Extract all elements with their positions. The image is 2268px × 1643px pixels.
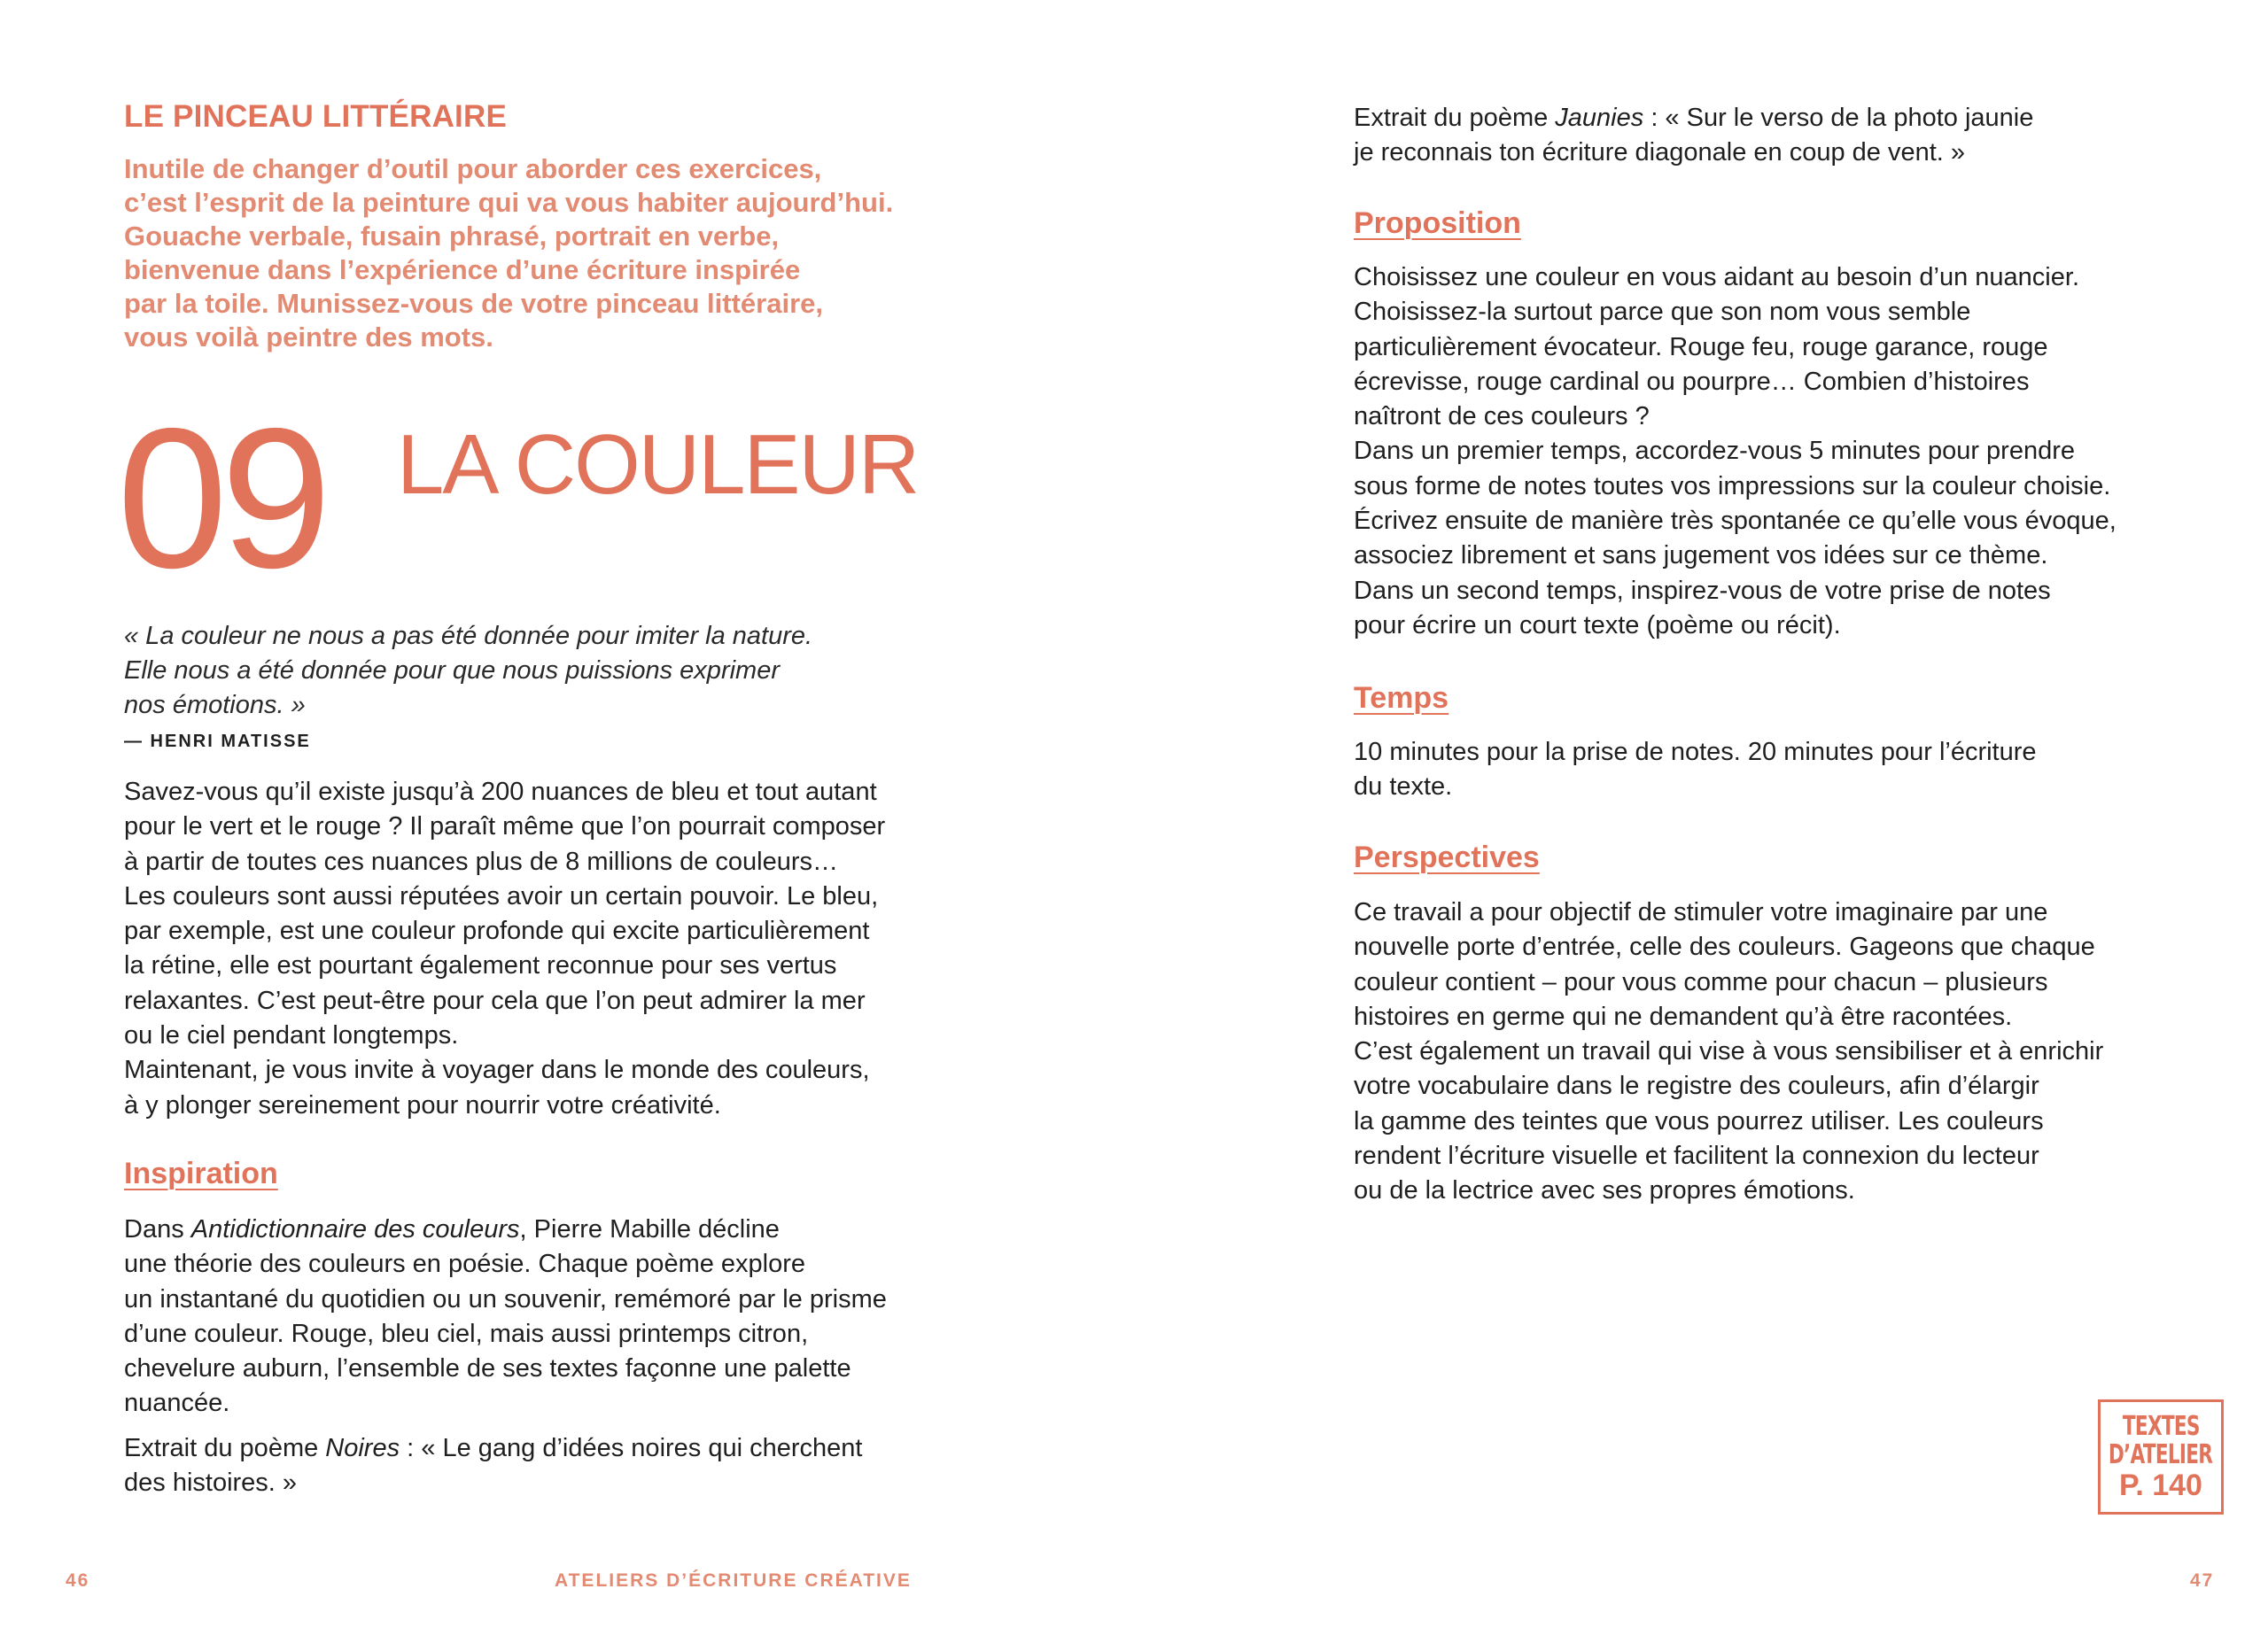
body-line: pour le vert et le rouge ? Il paraît même que l’on pourrait composer: [124, 812, 886, 841]
text-span: : « Le gang d’idées noires qui cherchent: [400, 1434, 863, 1462]
body-line: du texte.: [1354, 772, 1453, 802]
body-line: 10 minutes pour la prise de notes. 20 minutes pour l’écriture: [1354, 738, 2037, 766]
body-line: par exemple, est une couleur profonde qui excite particulièrement: [124, 917, 870, 946]
text-span: , Pierre Mabille décline: [519, 1215, 780, 1244]
body-line: Maintenant, je vous invite à voyager dans le monde des couleurs,: [124, 1056, 870, 1085]
body-line: Choisissez une couleur en vous aidant au besoin d’un nuancier.: [1354, 263, 2079, 291]
intro-line: Gouache verbale, fusain phrasé, portrait en verbe,: [124, 221, 780, 252]
proposition-heading: Proposition: [1354, 206, 1521, 240]
body-line: sous forme de notes toutes vos impressions sur la couleur choisie.: [1354, 471, 2111, 500]
intro-body-text: [124, 775, 885, 1123]
intro-line: par la toile. Munissez-vous de votre pinceau littéraire,: [124, 288, 824, 319]
text-span: Extrait du poème: [1354, 104, 1556, 132]
body-line: Savez-vous qu’il existe jusqu’à 200 nuances de bleu et tout autant: [124, 778, 877, 806]
noires-extract: [124, 1431, 862, 1501]
body-line: naîtront de ces couleurs ?: [1354, 402, 1650, 431]
text-span: Extrait du poème: [124, 1434, 326, 1462]
body-line: [124, 1213, 887, 1247]
body-line: particulièrement évocateur. Rouge feu, rouge garance, rouge: [1354, 332, 2048, 361]
intro-paragraph: [124, 152, 893, 354]
body-line: C’est également un travail qui vise à vous sensibiliser et à enrichir: [1354, 1037, 2104, 1066]
quote-line: « La couleur ne nous a pas été donnée pour imiter la nature.: [124, 622, 813, 650]
texts-reference-stamp: [2098, 1399, 2224, 1515]
quote-line: Elle nous a été donnée pour que nous puissions exprimer: [124, 656, 780, 685]
body-line: pour écrire un court texte (poème ou récit).: [1354, 610, 1841, 639]
temps-heading: Temps: [1354, 681, 1449, 715]
body-line: la rétine, elle est pourtant également reconnue pour ses vertus: [124, 951, 837, 980]
body-line: une théorie des couleurs en poésie. Chaque poème explore: [124, 1250, 806, 1279]
inspiration-text: [124, 1213, 887, 1422]
body-line: écrevisse, rouge cardinal ou pourpre… Combien d’histoires: [1354, 367, 2030, 396]
stamp-line: D’ATELIER: [2109, 1439, 2213, 1470]
body-line: Choisissez-la surtout parce que son nom vous semble: [1354, 298, 1971, 327]
intro-line: bienvenue dans l’expérience d’une écriture inspirée: [124, 254, 801, 285]
page-number-left: 46: [66, 1570, 90, 1591]
body-line: Ce travail a pour objectif de stimuler votre imaginaire par une: [1354, 898, 2048, 926]
body-line: Les couleurs sont aussi réputées avoir un certain pouvoir. Le bleu,: [124, 881, 879, 911]
text-span: : « Sur le verso de la photo jaunie: [1643, 104, 2034, 132]
section-kicker: LE PINCEAU LITTÉRAIRE: [124, 99, 507, 134]
body-line: [124, 1431, 862, 1466]
body-line: rendent l’écriture visuelle et facilitent la connexion du lecteur: [1354, 1142, 2039, 1171]
body-line: associez librement et sans jugement vos idées sur ce thème.: [1354, 541, 2048, 570]
body-line: la gamme des teintes que vous pourrez utiliser. Les couleurs: [1354, 1106, 2044, 1135]
body-line: nuancée.: [124, 1389, 230, 1418]
body-line: Dans un premier temps, accordez-vous 5 minutes pour prendre: [1354, 437, 2075, 466]
text-span: Dans: [124, 1215, 191, 1244]
poem-title: Jaunies: [1555, 104, 1644, 132]
intro-line: Inutile de changer d’outil pour aborder ces exercices,: [124, 153, 822, 184]
body-line: des histoires. »: [124, 1469, 298, 1498]
page-number-right: 47: [2190, 1570, 2215, 1591]
stamp-line: TEXTES: [2122, 1411, 2200, 1442]
body-line: un instantané du quotidien ou un souvenir, remémoré par le prisme: [124, 1284, 887, 1314]
running-title: ATELIERS D’ÉCRITURE CRÉATIVE: [555, 1570, 912, 1591]
body-line: je reconnais ton écriture diagonale en coup de vent. »: [1354, 138, 1966, 167]
body-line: Écrivez ensuite de manière très spontanée ce qu’elle vous évoque,: [1354, 507, 2117, 536]
body-line: d’une couleur. Rouge, bleu ciel, mais aussi printemps citron,: [124, 1319, 809, 1348]
epigraph-quote: [124, 619, 812, 723]
quote-author: — HENRI MATISSE: [124, 732, 311, 751]
body-line: ou le ciel pendant longtemps.: [124, 1021, 459, 1050]
intro-line: c’est l’esprit de la peinture qui va vous habiter aujourd’hui.: [124, 187, 894, 218]
body-line: Dans un second temps, inspirez-vous de votre prise de notes: [1354, 576, 2051, 605]
perspectives-text: [1354, 895, 2103, 1209]
jaunies-extract: [1354, 101, 2033, 171]
chapter-title: LA COULEUR: [397, 417, 919, 512]
poem-title: Noires: [325, 1434, 400, 1462]
body-line: nouvelle porte d’entrée, celle des couleurs. Gageons que chaque: [1354, 933, 2095, 962]
temps-text: [1354, 735, 2037, 805]
body-line: à y plonger sereinement pour nourrir votre créativité.: [124, 1090, 721, 1120]
body-line: à partir de toutes ces nuances plus de 8 millions de couleurs…: [124, 847, 838, 876]
body-line: relaxantes. C’est peut-être pour cela que l’on peut admirer la mer: [124, 986, 866, 1015]
body-line: chevelure auburn, l’ensemble de ses textes façonne une palette: [124, 1354, 851, 1383]
body-line: votre vocabulaire dans le registre des couleurs, afin d’élargir: [1354, 1072, 2039, 1101]
body-line: histoires en germe qui ne demandent qu’à être racontées.: [1354, 1002, 2013, 1031]
body-line: couleur contient – pour vous comme pour chacun – plusieurs: [1354, 967, 2048, 996]
perspectives-heading: Perspectives: [1354, 841, 1540, 874]
intro-line: vous voilà peintre des mots.: [124, 322, 493, 353]
proposition-text: [1354, 260, 2117, 643]
body-line: ou de la lectrice avec ses propres émotions.: [1354, 1176, 1855, 1205]
body-line: [1354, 101, 2033, 136]
inspiration-heading: Inspiration: [124, 1157, 278, 1190]
chapter-number: 09: [117, 386, 325, 609]
stamp-page-ref: P. 140: [2119, 1469, 2202, 1502]
quote-line: nos émotions. »: [124, 691, 306, 719]
book-title: Antidictionnaire des couleurs: [190, 1215, 520, 1244]
